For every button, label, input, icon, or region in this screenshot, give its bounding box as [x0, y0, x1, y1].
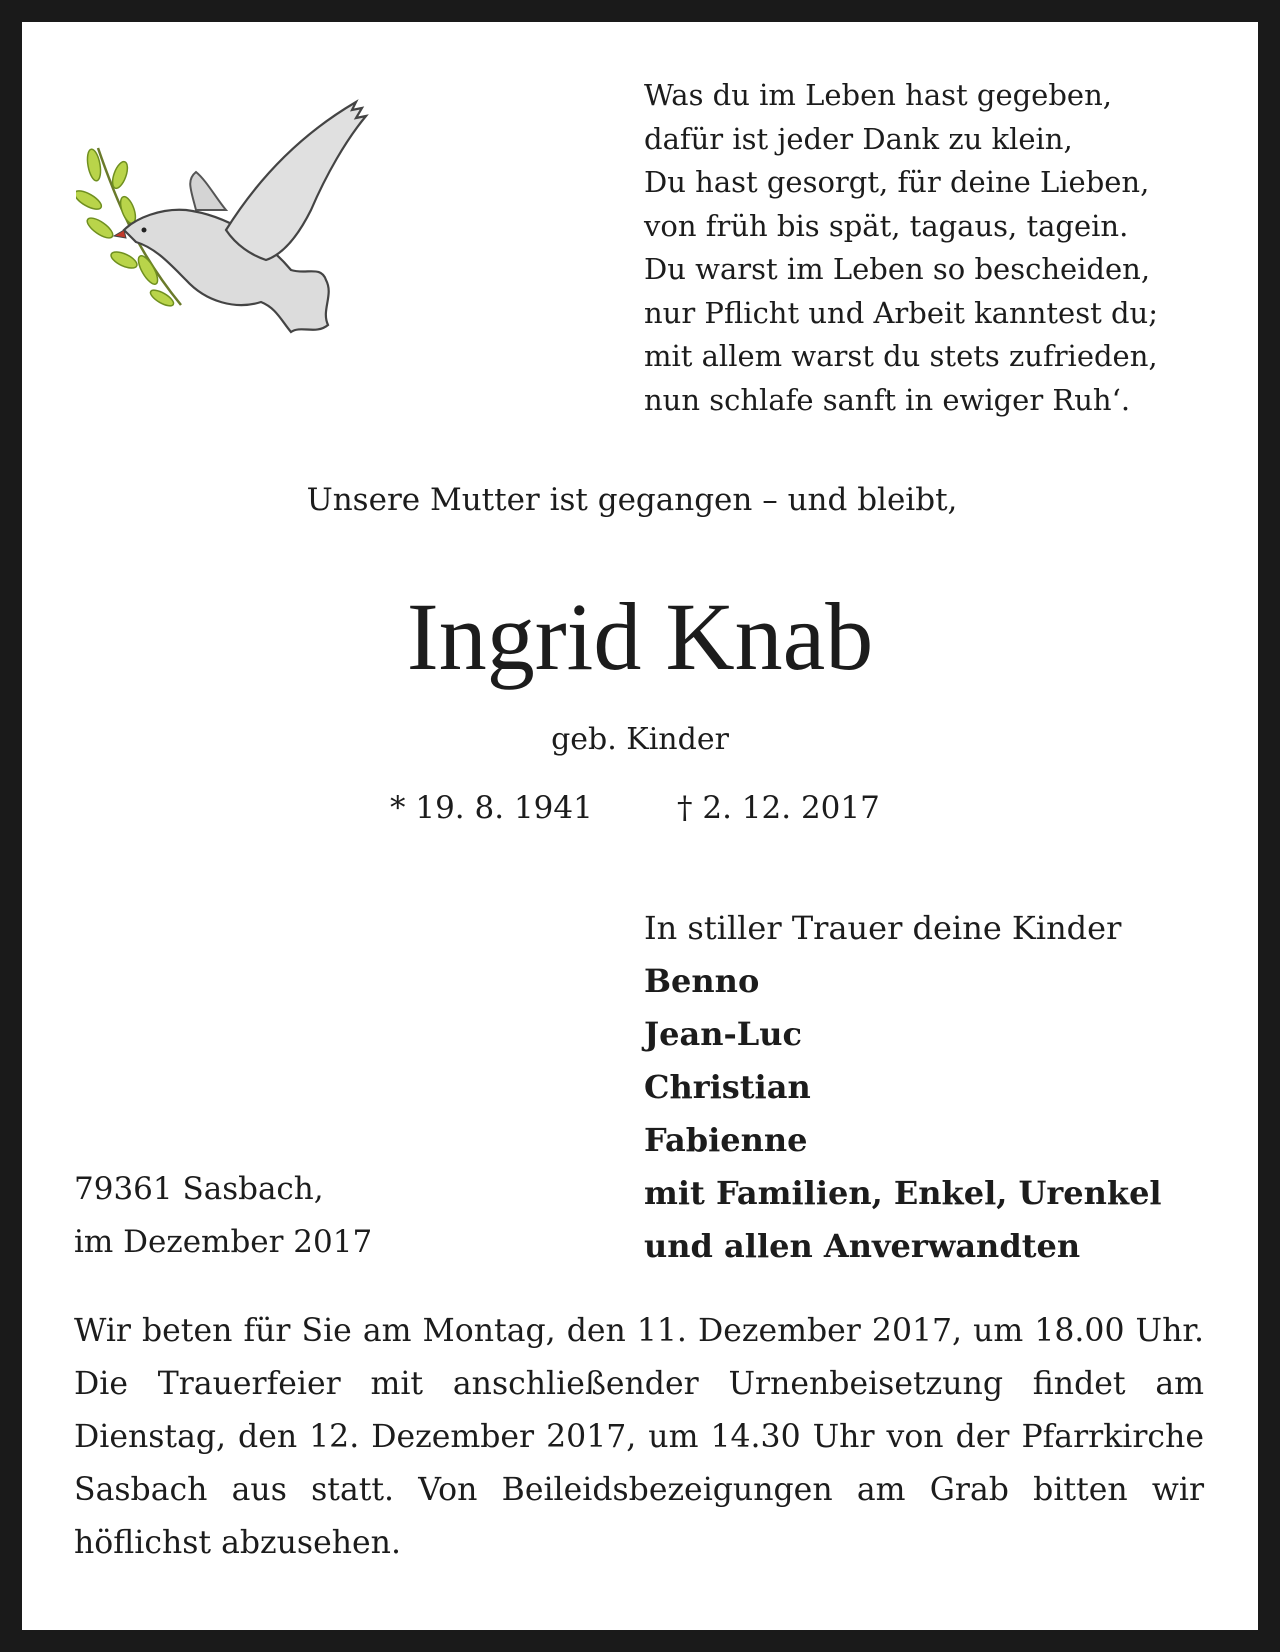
mourners-block — [644, 902, 1162, 1273]
death-date: † 2. 12. 2017 — [677, 790, 880, 826]
poem-line: nur Pflicht und Arbeit kanntest du; — [644, 295, 1158, 330]
mourner-line: Christian — [644, 1068, 811, 1106]
poem-line: von früh bis spät, tagaus, tagein. — [644, 208, 1129, 243]
maiden-name: geb. Kinder — [551, 722, 729, 757]
place-date — [74, 1163, 372, 1269]
date-line: im Dezember 2017 — [74, 1224, 373, 1260]
poem-line: nun schlafe sanft in ewiger Ruh‘. — [644, 382, 1131, 417]
deceased-name: Ingrid Knab — [406, 583, 874, 690]
birth-date: * 19. 8. 1941 — [390, 790, 593, 826]
poem-line: Du hast gesorgt, für deine Lieben, — [644, 165, 1150, 199]
intro-text: Unsere Mutter ist gegangen – und bleibt, — [306, 482, 958, 518]
poem-line: Was du im Leben hast gegeben, — [644, 78, 1112, 112]
poem-line: mit allem warst du stets zufrieden, — [644, 339, 1158, 373]
poem-line: dafür ist jeder Dank zu klein, — [644, 121, 1073, 156]
dove-icon — [76, 80, 396, 350]
mourners-heading: In stiller Trauer deine Kinder — [644, 909, 1122, 947]
mourner-line: mit Familien, Enkel, Urenkel — [644, 1174, 1162, 1212]
intro-line — [22, 482, 1258, 518]
poem — [644, 74, 1158, 422]
place-line: 79361 Sasbach, — [74, 1171, 324, 1207]
service-notice: Wir beten für Sie am Montag, den 11. Dezember 2017, um 18.00 Uhr. Die Trauerfeier mit anschließender Urnenbeisetzung findet am Dienstag, den 12. Dezember 2017, um 14.30 Uhr von der Pfarrkirche Sasbach aus statt. Von Beileidsbezeigungen am Grab bitten wir höflichst abzusehen. — [74, 1313, 1204, 1561]
mourner-line: Benno — [644, 962, 760, 1000]
poem-line: Du warst im Leben so bescheiden, — [644, 252, 1151, 286]
mourner-line: und allen Anverwandten — [644, 1227, 1081, 1265]
mourner-line: Jean-Luc — [644, 1015, 803, 1053]
obituary-card — [22, 22, 1258, 1630]
mourner-line: Fabienne — [644, 1121, 808, 1159]
